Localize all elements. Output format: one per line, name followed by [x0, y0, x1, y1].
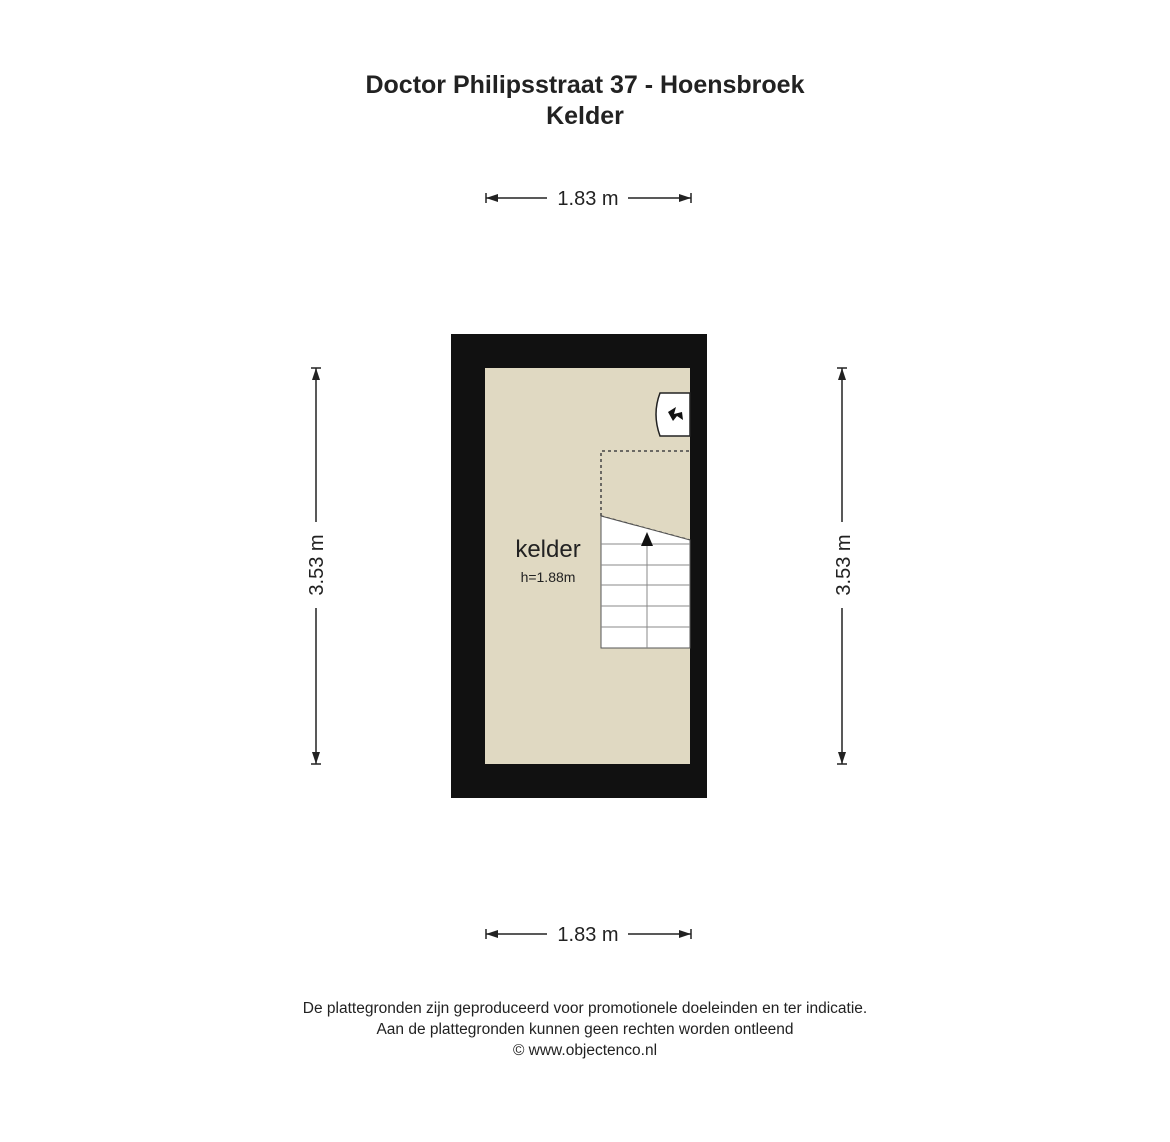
- electric-meter-icon: [656, 393, 690, 436]
- dimension-left: [306, 368, 328, 764]
- room-name: kelder: [515, 536, 581, 563]
- disclaimer-line-1: De plattegronden zijn geproduceerd voor promotionele doeleinden en ter indicatie.: [302, 1000, 868, 1017]
- room-height: h=1.88m: [520, 569, 576, 585]
- plan-title-floor: Kelder: [546, 102, 624, 130]
- dimension-bottom-label: 1.83 m: [557, 924, 619, 946]
- disclaimer-line-2: Aan de plattegronden kunnen geen rechten worden ontleend: [376, 1021, 794, 1038]
- copyright-line: © www.objectenco.nl: [512, 1042, 658, 1059]
- dimension-bottom: [486, 924, 691, 946]
- plan-title-address: Doctor Philipsstraat 37 - Hoensbroek: [365, 71, 805, 99]
- dimension-top: [486, 188, 691, 210]
- dimension-right: [833, 368, 855, 764]
- dimension-left-label: 3.53 m: [306, 534, 328, 596]
- dimension-top-label: 1.83 m: [557, 188, 619, 210]
- dimension-right-label: 3.53 m: [833, 534, 855, 596]
